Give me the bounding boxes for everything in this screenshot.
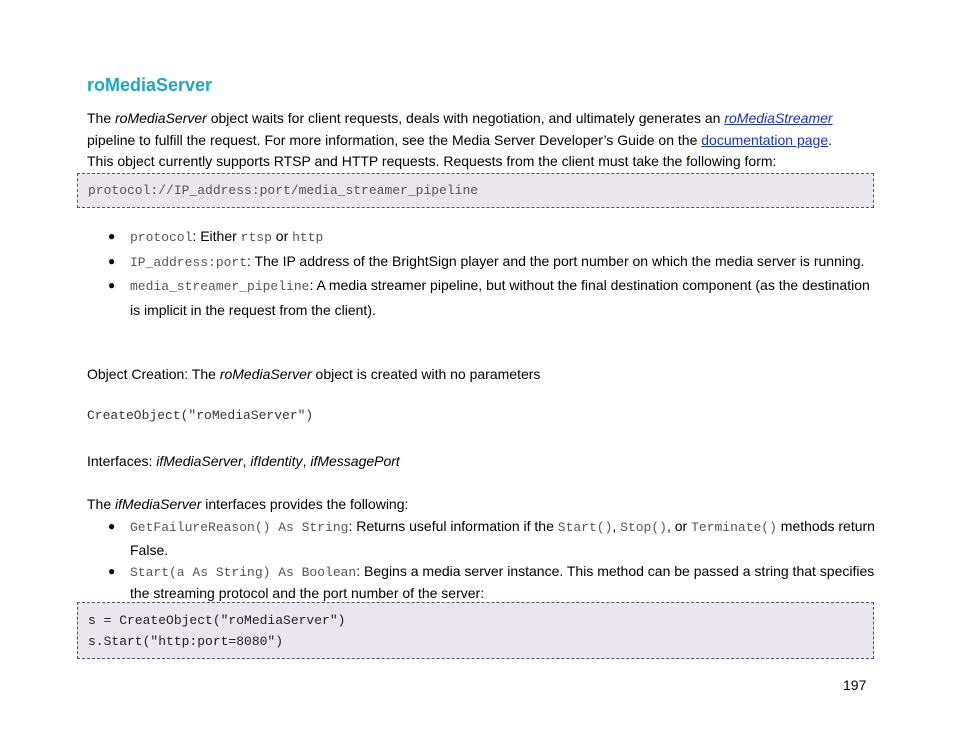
interface-name: ifIdentity bbox=[250, 453, 303, 469]
intro-text: The bbox=[87, 110, 116, 126]
intro-text: object waits for client requests, deals with negotiation, and ultimately generates an bbox=[206, 110, 725, 126]
inline-code: Stop() bbox=[620, 520, 667, 535]
bullet-icon: ● bbox=[108, 564, 116, 578]
bullet-icon: ● bbox=[108, 253, 116, 268]
bullet-icon: ● bbox=[108, 229, 116, 243]
list-item-text: methods return False. bbox=[130, 518, 875, 558]
provides-text-part: interfaces provides the following: bbox=[201, 496, 409, 512]
inline-code: IP_address:port bbox=[130, 254, 248, 270]
code-line: s = CreateObject("roMediaServer") bbox=[88, 613, 346, 628]
list-item-text: or bbox=[271, 228, 293, 244]
interface-name: ifMessagePort bbox=[310, 453, 400, 469]
list-item bbox=[87, 225, 877, 250]
bullet-icon: ● bbox=[108, 278, 116, 292]
intro-text: This object currently supports RTSP and HTTP requests. Requests from the client must take the following form: bbox=[87, 153, 777, 169]
section-heading: roMediaServer bbox=[87, 75, 213, 95]
list-item bbox=[87, 250, 877, 275]
inline-code: Start() bbox=[557, 520, 613, 535]
intro-text: pipeline to fulfill the request. For more information, see the Media Server Developer’s Guide on the bbox=[87, 131, 702, 148]
creation-text: Object Creation: The bbox=[87, 366, 220, 382]
create-object-code: CreateObject("roMediaServer") bbox=[87, 408, 314, 423]
inline-code: rtsp bbox=[240, 230, 272, 245]
inline-code: protocol bbox=[130, 230, 193, 245]
request-form-codebox bbox=[77, 173, 874, 208]
object-name: roMediaServer bbox=[219, 366, 312, 382]
list-item bbox=[87, 274, 877, 322]
bullet-icon: ● bbox=[108, 519, 116, 533]
documentation-page-link[interactable]: documentation page bbox=[701, 131, 829, 148]
inline-code: media_streamer_pipeline bbox=[130, 279, 310, 294]
request-form-code: protocol://IP_address:port/media_streamer_pipeline bbox=[88, 183, 479, 198]
example-codebox bbox=[77, 602, 874, 659]
list-item-text: : Returns useful information if the bbox=[348, 518, 558, 534]
list-item bbox=[87, 515, 877, 561]
creation-text: object is created with no parameters bbox=[311, 366, 541, 382]
romediastreamer-link[interactable]: roMediaStreamer bbox=[724, 110, 833, 126]
inline-code: http bbox=[292, 230, 324, 245]
intro-paragraph bbox=[87, 108, 877, 173]
list-item-text: : Either bbox=[192, 228, 241, 244]
object-creation-text bbox=[87, 364, 877, 386]
separator: , bbox=[242, 453, 251, 469]
interface-name: ifMediaServer bbox=[156, 453, 243, 469]
interfaces-text bbox=[87, 451, 877, 473]
separator: , or bbox=[666, 518, 692, 534]
method-signature: Start(a As String) As Boolean bbox=[130, 565, 357, 580]
inline-code: Terminate() bbox=[691, 520, 777, 535]
list-item bbox=[87, 561, 877, 604]
page-number: 197 bbox=[843, 677, 867, 693]
intro-text: . bbox=[828, 131, 833, 148]
list-item-text: : The IP address of the BrightSign player and the port number on which the media server is running. bbox=[247, 252, 865, 269]
interface-name: ifMediaServer bbox=[115, 496, 202, 512]
interfaces-label: Interfaces: bbox=[87, 453, 157, 469]
request-parts-list bbox=[87, 225, 877, 322]
methods-list bbox=[87, 515, 877, 604]
code-line: s.Start("http:port=8080") bbox=[88, 634, 284, 649]
provides-text-part: The bbox=[87, 496, 116, 512]
separator: , bbox=[302, 453, 311, 469]
provides-text bbox=[87, 494, 877, 516]
object-name: roMediaServer bbox=[115, 110, 207, 126]
method-signature: GetFailureReason() As String bbox=[130, 520, 349, 535]
separator: , bbox=[612, 518, 621, 534]
list-item-text: : A media streamer pipeline, but without the final destination component (as the destination is implicit in the request from the client). bbox=[130, 277, 870, 318]
list-item-text: : Begins a media server instance. This method can be passed a string that specifies the streaming protocol and the port number of the server: bbox=[130, 563, 875, 601]
